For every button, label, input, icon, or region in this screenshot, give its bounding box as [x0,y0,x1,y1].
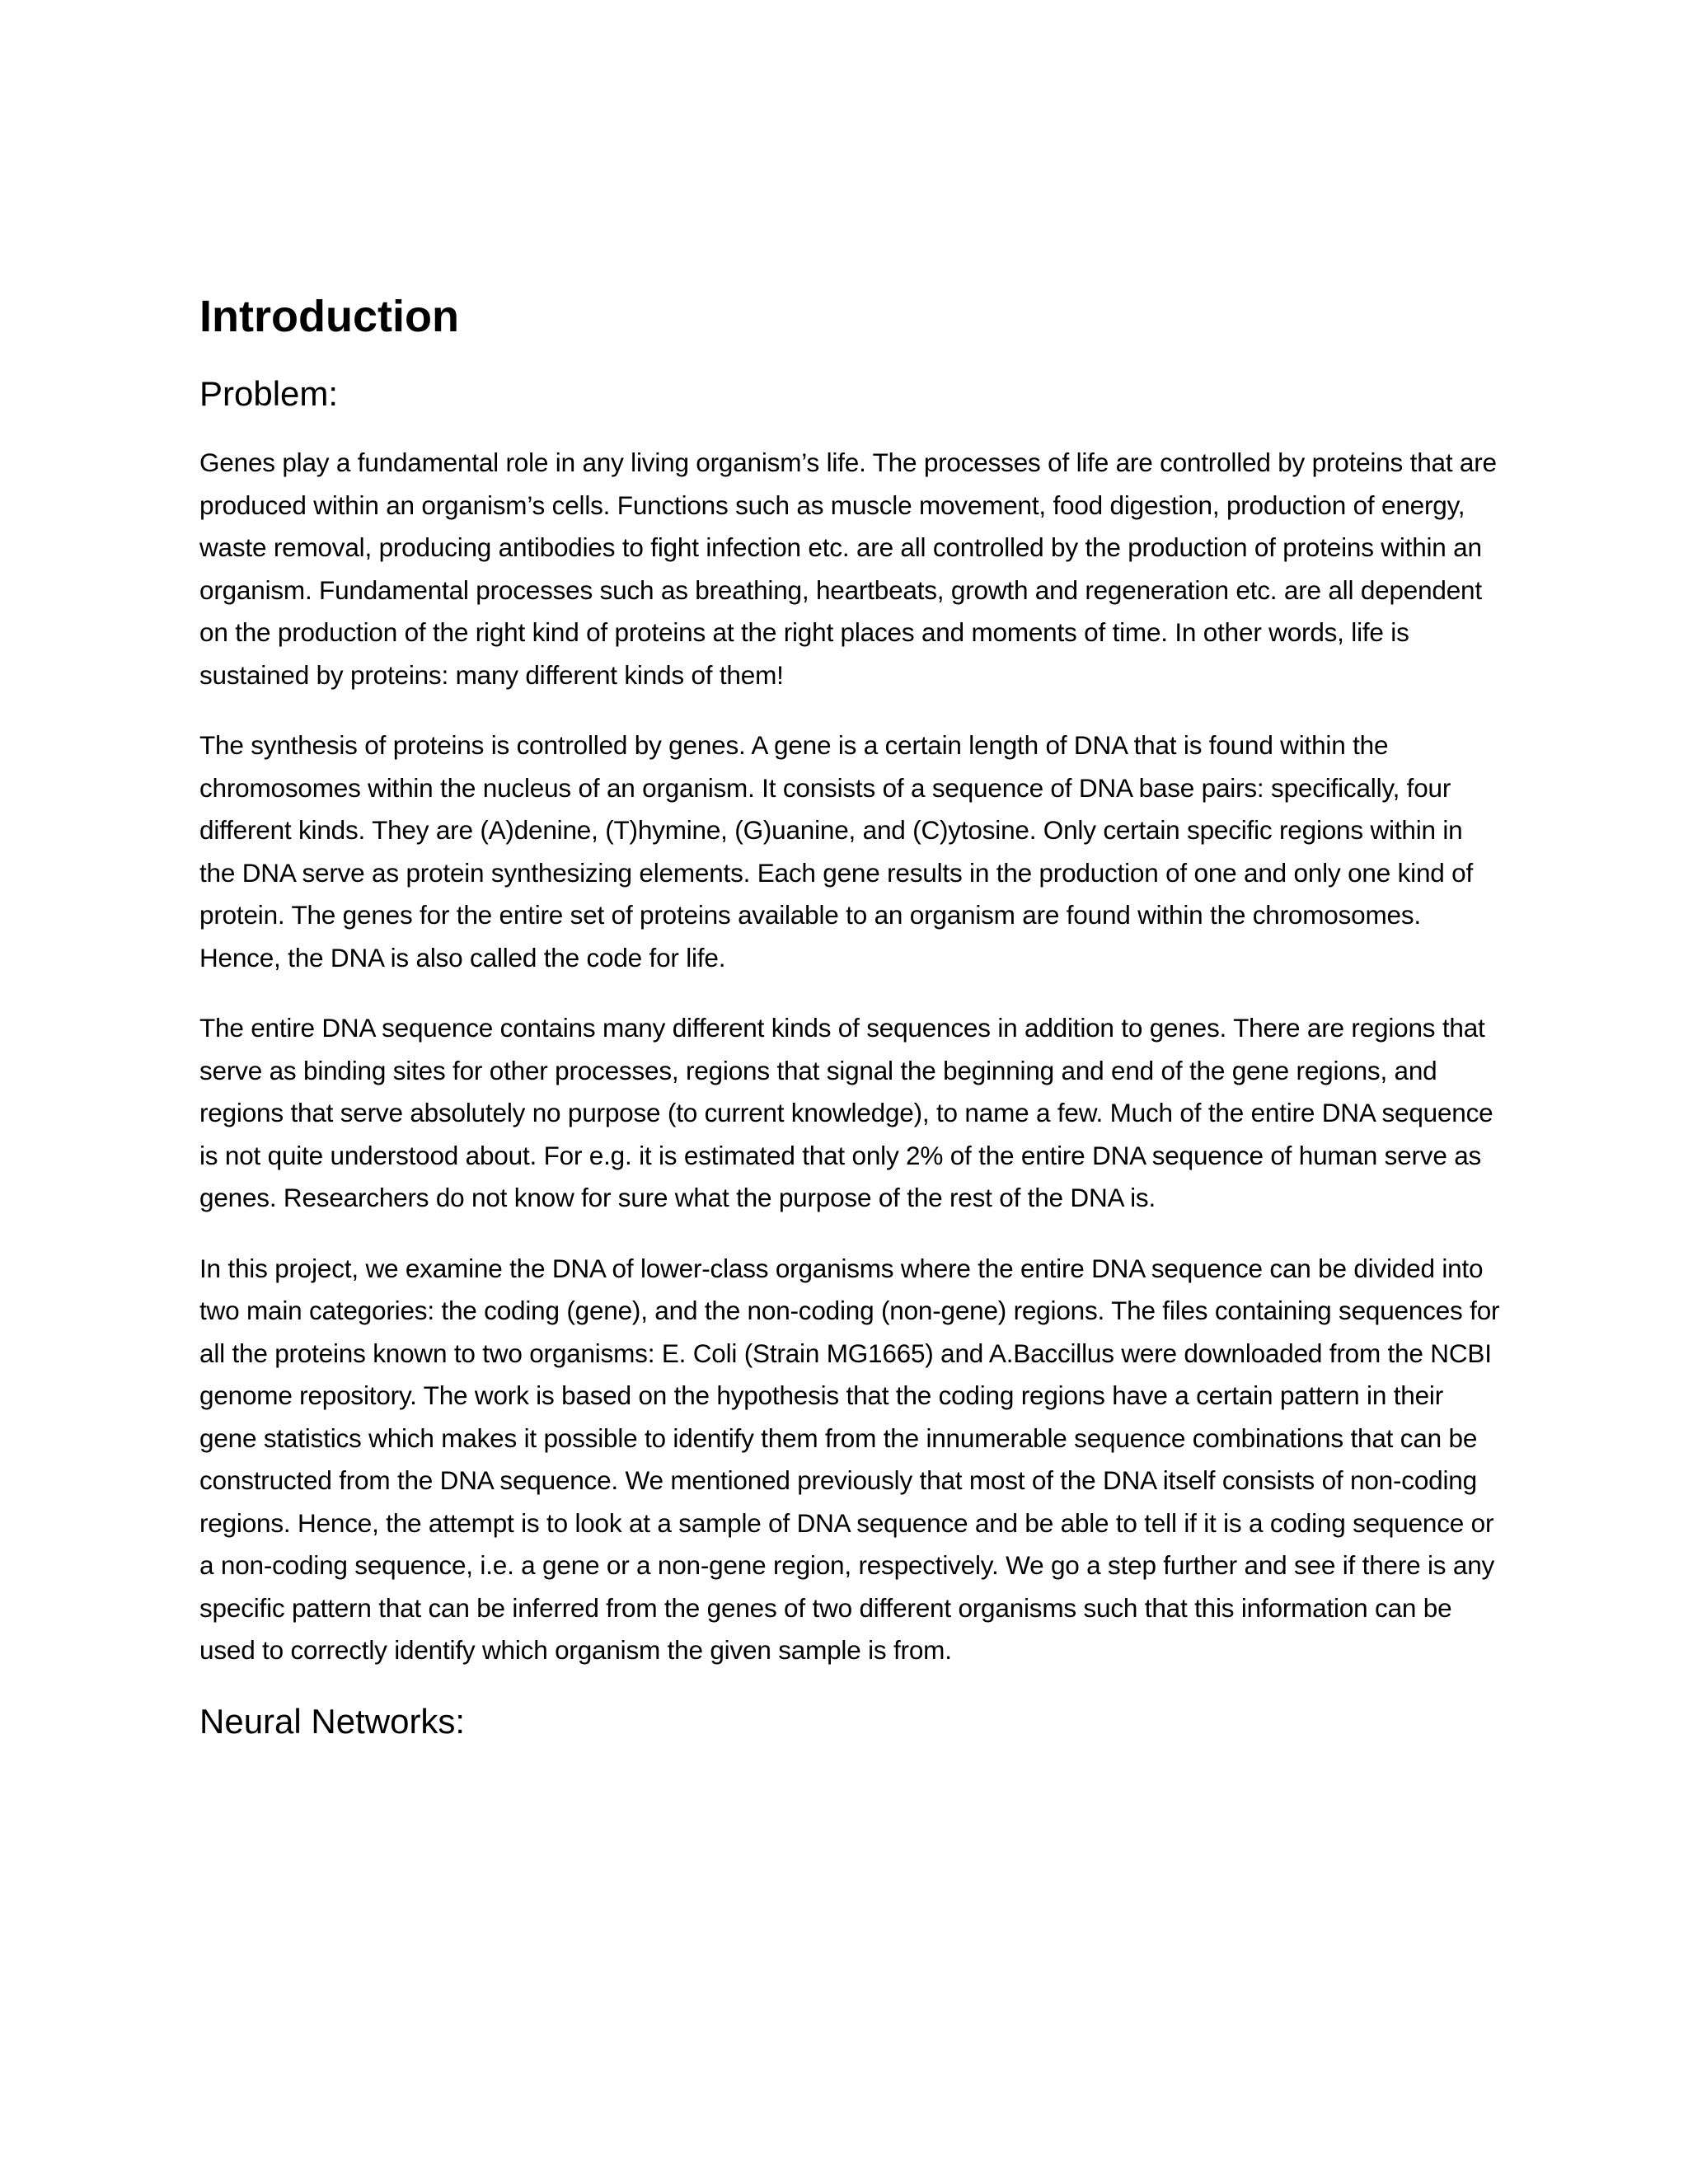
paragraph-project-description: In this project, we examine the DNA of lower-class organisms where the entire DNA sequence can be divided into two main categories: the coding (gene), and the non-coding (non-gene) regions. The files containing sequences for all the proteins known to two organisms: E. Coli (Strain MG1665) and A.Baccillus were downloaded from the NCBI genome repository. The work is based on the hypothesis that the coding regions have a certain pattern in their gene statistics which makes it possible to identify them from the innumerable sequence combinations that can be constructed from the DNA sequence. We mentioned previously that most of the DNA itself consists of non-coding regions. Hence, the attempt is to look at a sample of DNA sequence and be able to tell if it is a coding sequence or a non-coding sequence, i.e. a gene or a non-gene region, respectively. We go a step further and see if there is any specific pattern that can be inferred from the genes of two different organisms such that this information can be used to correctly identify which organism the given sample is from. [199,1253,1500,1665]
paragraph-dna-sequence: The entire DNA sequence contains many different kinds of sequences in addition to genes. There are regions that serve as binding sites for other processes, regions that signal the beginning and end of the gene regions, and regions that serve absolutely no purpose (to current knowledge), to name a few. Much of the entire DNA sequence is not quite understood about. For e.g. it is estimated that only 2% of the entire DNA sequence of human serve as genes. Researchers do not know for sure what the purpose of the rest of the DNA is. [199,1013,1493,1212]
document-body [199,290,1502,1769]
section-heading-problem: Problem: [199,374,339,413]
section-heading-neural-networks: Neural Networks: [199,1701,466,1741]
paragraph-protein-synthesis: The synthesis of proteins is controlled by genes. A gene is a certain length of DNA that is found within the chromosomes within the nucleus of an organism. It consists of a sequence of DNA base pairs: specifically, four different kinds. They are (A)denine, (T)hymine, (G)uanine, and (C)ytosine. Only certain specific regions within in the DNA serve as protein synthesizing elements. Each gene results in the production of one and only one kind of protein. The genes for the entire set of proteins available to an organism are found within the chromosomes. Hence, the DNA is also called the code for life. [199,730,1474,972]
paragraph-genes-role: Genes play a fundamental role in any living organism’s life. The processes of life are controlled by proteins that are produced within an organism’s cells. Functions such as muscle movement, food digestion, production of energy, waste removal, producing antibodies to fight infection etc. are all controlled by the production of proteins within an organism. Fundamental processes such as breathing, heartbeats, growth and regeneration etc. are all dependent on the production of the right kind of proteins at the right places and moments of time. In other words, life is sustained by proteins: many different kinds of them! [199,448,1497,690]
page-title: Introduction [199,292,459,341]
